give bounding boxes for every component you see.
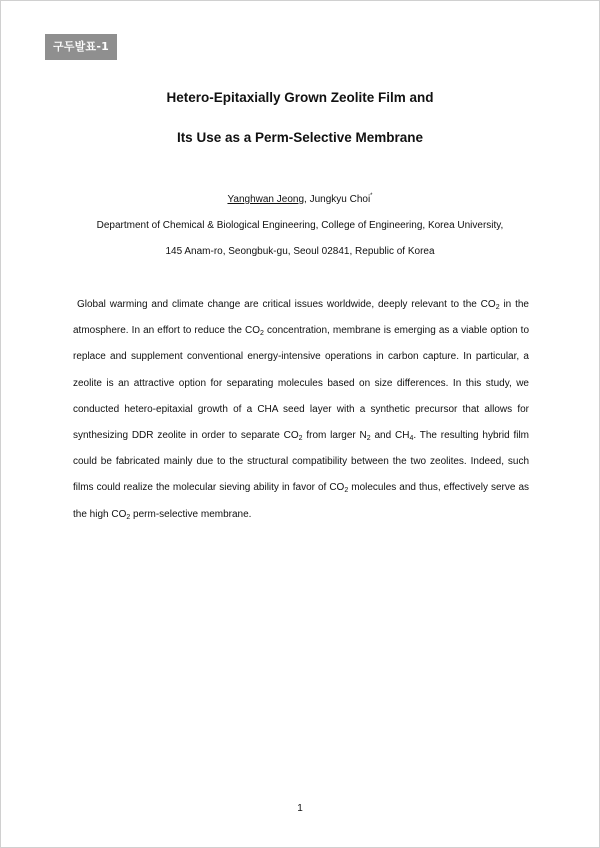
title-line-2: Its Use as a Perm-Selective Membrane — [176, 130, 424, 145]
affiliation-line-2: 145 Anam-ro, Seongbuk-gu, Seoul 02841, Republic of Korea — [165, 246, 435, 257]
subscript: 2 — [126, 513, 131, 521]
corresponding-mark: * — [370, 193, 373, 199]
subscript: 2 — [366, 435, 371, 443]
abstract-text: . The resulting hybrid film could be fabricated mainly due to the structural compatibility between the two zeolites. Indeed, such films could realize the molecular sieving ability in favor of CO — [73, 430, 529, 494]
subscript: 2 — [298, 435, 303, 443]
title-line-1: Hetero-Epitaxially Grown Zeolite Film and — [166, 90, 434, 105]
abstract-paragraph — [73, 292, 529, 528]
subscript: 2 — [495, 304, 500, 311]
corresponding-author-name: Jungkyu Choi — [309, 194, 371, 205]
abstract-text: in the atmosphere. In an effort to reduce the CO — [73, 299, 529, 337]
abstract-text: perm-selective membrane. — [130, 508, 252, 520]
abstract-text: Global warming and climate change are critical issues worldwide, deeply relevant to the CO — [77, 299, 496, 310]
abstract-text: from larger N — [302, 430, 367, 442]
affiliation-line-1: Department of Chemical & Biological Engineering, College of Engineering, Korea University, — [96, 220, 504, 231]
abstract-text: and CH — [370, 430, 410, 442]
presenter-name: Yanghwan Jeong — [227, 194, 305, 205]
session-badge: 구두발표-1 — [45, 34, 117, 60]
page-number: 1 — [297, 803, 303, 814]
subscript: 4 — [409, 435, 414, 443]
subscript: 2 — [344, 487, 349, 495]
abstract-text: concentration, membrane is emerging as a viable option to replace and supplement conventional energy-intensive operations in carbon capture. In particular, a zeolite is an attractive option for separating molecules based on size differences. In this study, we conducted hetero-epitaxial growth of a CHA seed layer with a synthetic precursor that allows for synthesizing DDR zeolite in order to separate CO — [73, 325, 530, 442]
subscript: 2 — [260, 330, 264, 338]
author-list — [0, 193, 600, 205]
abstract-text: molecules and thus, effectively serve as the high CO — [73, 482, 530, 520]
author-separator: , — [304, 194, 310, 205]
